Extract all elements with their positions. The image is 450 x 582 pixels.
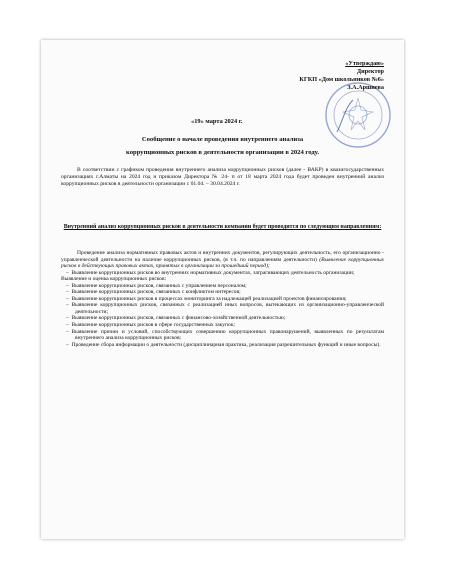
list-item-text: Выявление причин и условий, способствующих совершению коррупционных правонарушений, выявленных по результатам внутреннего анализа коррупционных рисков; bbox=[71, 328, 384, 342]
document-date: «19» марта 2024 г. bbox=[191, 118, 243, 125]
document-title bbox=[61, 133, 384, 159]
list-item bbox=[61, 302, 384, 315]
bullet: – bbox=[66, 328, 69, 335]
list-item-text: Выявление коррупционных рисков в процессах мониторинга за надлежащей реализацией проектов финансирования; bbox=[71, 295, 347, 302]
list-item-text: Выявление коррупционных рисков, связанных с финансово-хозяйственной деятельностью; bbox=[71, 315, 286, 322]
intro-paragraph: В соответствии с графиком проведения внутреннего анализа коррупционных рисков (далее - ВАКР) в квазигосударственных организациях г.Алматы на 2024 год и приказом Директора № 24- п от 18 марта 2024 года будет проведен внутренний анализ коррупционных рисков в деятельности организации с 01.04. – 30.04.2024 г. bbox=[61, 167, 384, 187]
bullet: – bbox=[66, 315, 69, 322]
approval-line: Директор bbox=[356, 68, 384, 75]
bullet: – bbox=[66, 341, 69, 348]
bullet: – bbox=[66, 302, 69, 309]
title-line: коррупционных рисков в деятельности организации в 2024 году. bbox=[126, 149, 319, 156]
paragraph bbox=[61, 250, 384, 270]
list-item-text: Выявление коррупционных рисков в сфере государственных закупок; bbox=[71, 322, 235, 329]
list-item bbox=[61, 329, 384, 342]
section-heading: Внутренний анализ коррупционных рисков в деятельности компании будет проводится по следующим направлениям: bbox=[63, 224, 382, 230]
bullet: – bbox=[66, 282, 69, 289]
bullet: – bbox=[66, 269, 69, 276]
bullet: – bbox=[66, 295, 69, 302]
paragraph-text: Проведение анализа нормативных правовых актов и внутренних документов, регулирующих деятельность, его организационно - управленческой деятельности на наличие коррупционных рисков, (в т.ч. по направлениям деятельности) bbox=[61, 250, 384, 263]
bullet: – bbox=[66, 322, 69, 329]
title-line: Сообщение о начале проведения внутреннего анализа bbox=[141, 136, 304, 143]
approval-line: «Утверждаю» bbox=[345, 60, 384, 67]
list-item-text: Выявление коррупционных рисков, связанных с конфликтом интересов; bbox=[71, 289, 241, 296]
list-item-text: Выявление коррупционных рисков, связанных с управлением персоналом; bbox=[71, 282, 247, 289]
paragraph-italic-text: (Выявление коррупционных рисков в действующих правовых актах, принятых в организации за прошедший период); bbox=[61, 256, 384, 270]
document-page bbox=[41, 40, 404, 539]
approval-block bbox=[299, 60, 384, 92]
list-item-text: Выявление коррупционных рисков во внутренних нормативных документах, затрагивающих деятельность организации; bbox=[71, 269, 355, 276]
list-item-text: Проведение сбора информации о деятельности (дисциплинарная практика, реализация разрешительных функций и иные вопросы). bbox=[71, 341, 381, 348]
approval-line: КГКП «Дом школьников №6» bbox=[299, 76, 384, 83]
bullet: – bbox=[66, 289, 69, 296]
list-item bbox=[61, 342, 384, 349]
list-item-text: Выявление коррупционных рисков, связанных с реализацией иных вопросов, вытекающих из организационно-управленческой деятельности; bbox=[71, 302, 384, 315]
subheading: Выявление и оценка коррупционных рисков: bbox=[61, 276, 167, 283]
document-body bbox=[61, 250, 384, 348]
approval-line: З.А.Аршиева bbox=[347, 84, 384, 91]
risk-list bbox=[61, 283, 384, 348]
